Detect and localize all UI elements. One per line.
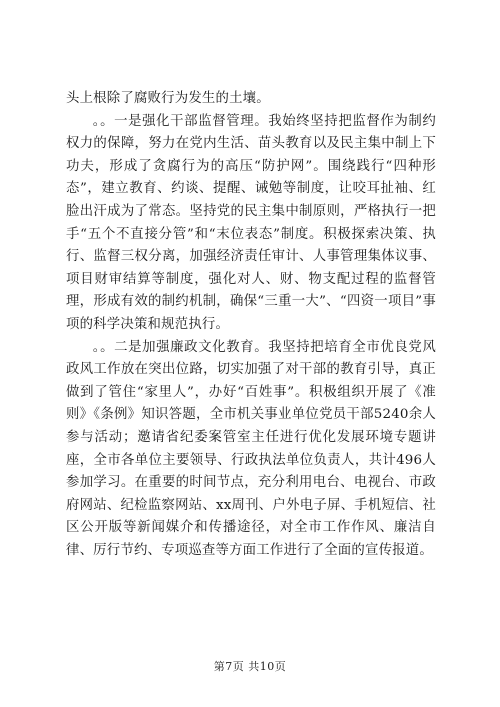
paragraph-continuation: 头上根除了腐败行为发生的土壤。 — [66, 91, 270, 106]
page-footer: 第7页 共10页 — [213, 660, 287, 673]
document-body — [66, 88, 436, 562]
paragraph-supervision: 。。一是强化干部监督管理。我始终坚持把监督作为制约权力的保障，努力在党内生活、苗头教育以及民主集中制上下功夫，形成了贪腐行为的高压“防护网”。围绕践行“四种形态”，建立教育、约谈、提醒、诫勉等制度，让咬耳扯袖、红脸出汗成为了常态。坚持党的民主集中制原则，严格执行一把手“五个不直接分管”和“末位表态”制度。积极探索决策、执行、监督三权分离，加强经济责任审计、人事管理集体议事、项目财审结算等制度，强化对人、财、物支配过程的监督管理，形成有效的制约机制，确保“三重一大”、“四资一项目”事项的科学决策和规范执行。 — [66, 113, 436, 332]
paragraph-education: 。。二是加强廉政文化教育。我坚持把培育全市优良党风政风工作放在突出位路，切实加强了对干部的教育引导，真正做到了管住“家里人”，办好“百姓事”。积极组织开展了《准则》《条例》知识答题，全市机关事业单位党员干部5240余人参与活动；邀请省纪委案管室主任进行优化发展环境专题讲座，全市各单位主要领导、行政执法单位负责人，共计496人参加学习。在重要的时间节点，充分利用电台、电视台、市政府网站、纪检监察网站、xx周刊、户外电子屏、手机短信、社区公开版等新闻媒介和传播途径，对全市工作作风、廉洁自律、厉行节约、专项巡查等方面工作进行了全面的宣传报道。 — [66, 339, 436, 558]
